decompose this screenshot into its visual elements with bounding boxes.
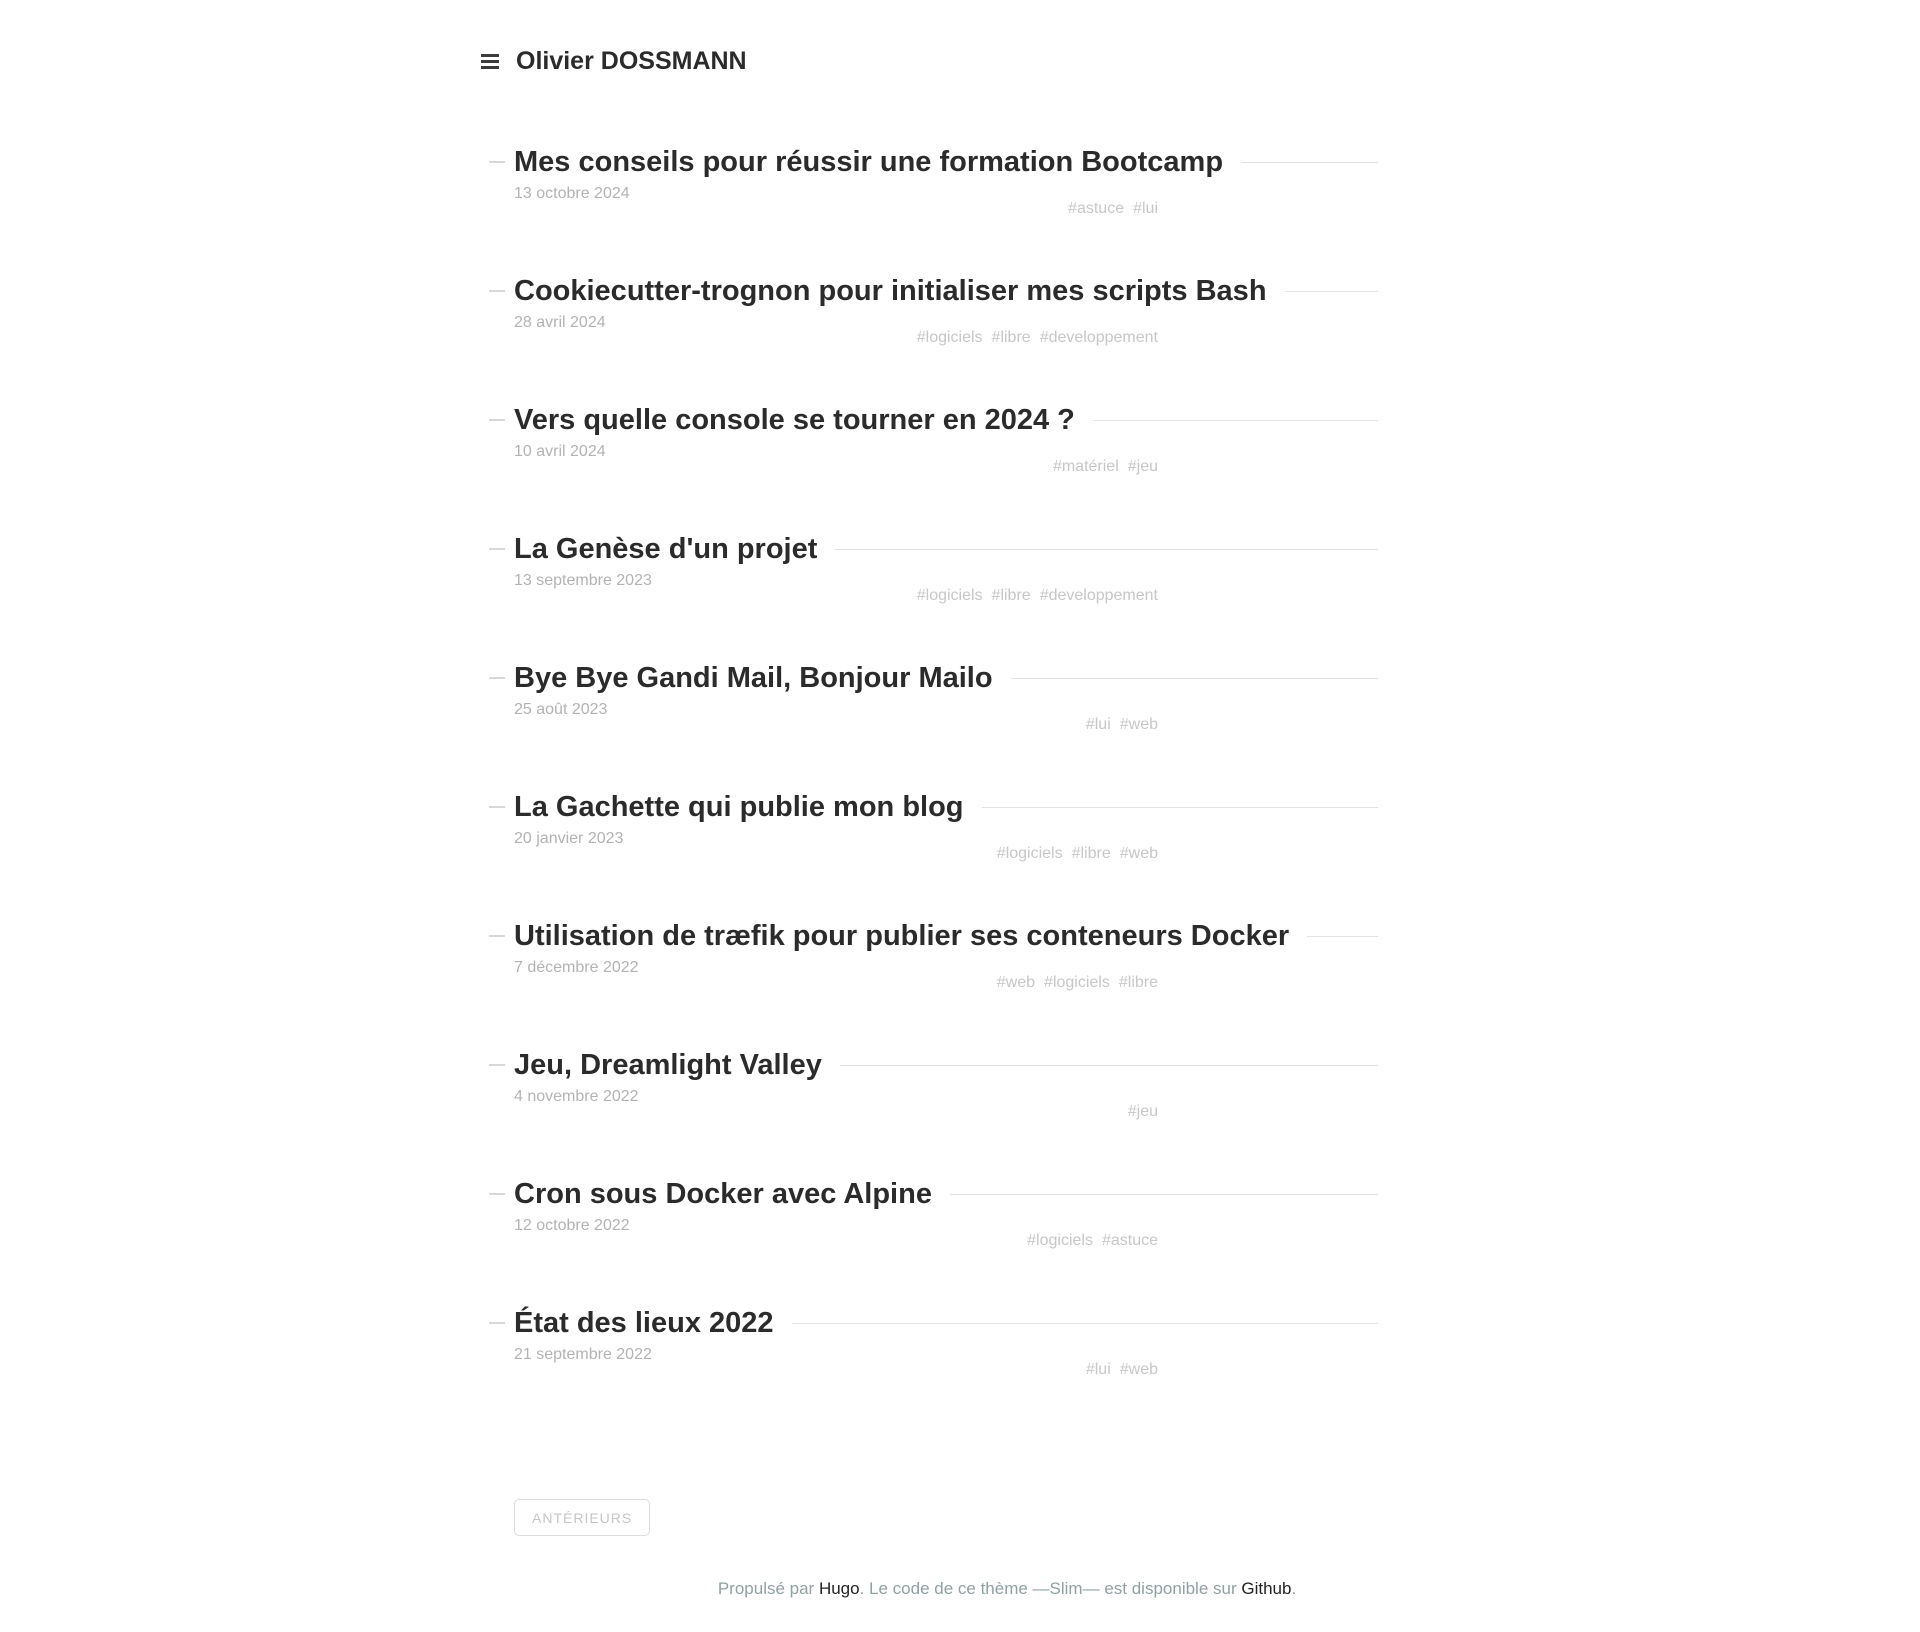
post-date: 20 janvier 2023	[514, 830, 624, 847]
title-rule	[982, 807, 1378, 808]
title-dash-icon	[489, 935, 505, 937]
post-title-row	[514, 1305, 1378, 1341]
tag-link[interactable]: #logiciels	[1027, 1232, 1093, 1249]
tag-link[interactable]: #lui	[1085, 1361, 1111, 1378]
post-title-link[interactable]: La Genèse d'un projet	[514, 533, 818, 565]
post-tags	[514, 200, 1158, 218]
tag-link[interactable]: #web	[1119, 845, 1158, 862]
tag-link[interactable]: #libre	[1071, 845, 1111, 862]
post-item	[514, 273, 1378, 402]
post-title-link[interactable]: Cookiecutter-trognon pour initialiser mes scripts Bash	[514, 275, 1267, 307]
post-tags	[514, 716, 1158, 734]
tag-link[interactable]: #libre	[1118, 974, 1158, 991]
footer-text-prefix: Propulsé par	[717, 1579, 819, 1598]
post-item	[514, 789, 1378, 918]
post-title-link[interactable]: Bye Bye Gandi Mail, Bonjour Mailo	[514, 662, 993, 694]
site-header	[481, 47, 747, 76]
tag-link[interactable]: #astuce	[1101, 1232, 1158, 1249]
post-date: 12 octobre 2022	[514, 1217, 630, 1234]
title-dash-icon	[489, 290, 505, 292]
tag-link[interactable]: #matériel	[1052, 458, 1119, 475]
menu-bar	[481, 66, 499, 69]
post-tags	[514, 1361, 1158, 1379]
post-item	[514, 1176, 1378, 1305]
title-dash-icon	[489, 161, 505, 163]
title-dash-icon	[489, 677, 505, 679]
post-title-row	[514, 789, 1378, 825]
post-tags	[514, 458, 1158, 476]
post-title-link[interactable]: Utilisation de træfik pour publier ses conteneurs Docker	[514, 920, 1290, 952]
title-rule	[1093, 420, 1378, 421]
title-rule	[1011, 678, 1378, 679]
site-title[interactable]: Olivier DOSSMANN	[516, 47, 747, 75]
title-rule	[835, 549, 1378, 550]
title-dash-icon	[489, 1193, 505, 1195]
tag-link[interactable]: #web	[996, 974, 1036, 991]
post-title-link[interactable]: Cron sous Docker avec Alpine	[514, 1178, 932, 1210]
post-tags	[514, 1232, 1158, 1250]
post-title-link[interactable]: Jeu, Dreamlight Valley	[514, 1049, 822, 1081]
older-posts-button[interactable]: ANTÉRIEURS	[514, 1499, 650, 1536]
title-dash-icon	[489, 1322, 505, 1324]
tag-link[interactable]: #lui	[1133, 200, 1158, 217]
footer-text-middle: . Le code de ce thème —Slim— est disponible sur	[859, 1579, 1242, 1598]
title-rule	[792, 1323, 1378, 1324]
post-tags	[514, 1103, 1158, 1121]
title-rule	[840, 1065, 1378, 1066]
hamburger-menu-icon[interactable]	[481, 53, 499, 70]
post-title-row	[514, 273, 1378, 309]
post-title-row	[514, 1047, 1378, 1083]
post-title-link[interactable]: Mes conseils pour réussir une formation Bootcamp	[514, 146, 1224, 178]
title-dash-icon	[489, 419, 505, 421]
title-rule	[1241, 162, 1378, 163]
post-title-link[interactable]: La Gachette qui publie mon blog	[514, 791, 964, 823]
menu-bar	[481, 54, 499, 57]
post-date: 28 avril 2024	[514, 314, 606, 331]
post-date: 13 septembre 2023	[514, 572, 652, 589]
tag-link[interactable]: #logiciels	[916, 329, 983, 346]
post-tags	[514, 587, 1158, 605]
tag-link[interactable]: #astuce	[1068, 200, 1125, 217]
tag-link[interactable]: #web	[1119, 716, 1158, 733]
post-item	[514, 660, 1378, 789]
tag-link[interactable]: #libre	[991, 329, 1031, 346]
post-date: 10 avril 2024	[514, 443, 606, 460]
post-item	[514, 531, 1378, 660]
post-item	[514, 1305, 1378, 1434]
post-tags	[514, 329, 1158, 347]
tag-link[interactable]: #logiciels	[1044, 974, 1110, 991]
post-tags	[514, 974, 1158, 992]
tag-link[interactable]: #libre	[991, 587, 1031, 604]
post-list	[514, 144, 1378, 1434]
post-date: 7 décembre 2022	[514, 959, 639, 976]
menu-bar	[481, 60, 499, 63]
tag-link[interactable]: #web	[1119, 1361, 1158, 1378]
tag-link[interactable]: #jeu	[1127, 458, 1158, 475]
post-date: 25 août 2023	[514, 701, 608, 718]
tag-link[interactable]: #jeu	[1127, 1103, 1158, 1120]
post-title-link[interactable]: Vers quelle console se tourner en 2024 ?	[514, 404, 1075, 436]
post-title-row	[514, 402, 1378, 438]
post-item	[514, 1047, 1378, 1176]
title-rule	[1285, 291, 1378, 292]
post-tags	[514, 845, 1158, 863]
post-date: 21 septembre 2022	[514, 1346, 652, 1363]
post-item	[514, 918, 1378, 1047]
title-rule	[950, 1194, 1378, 1195]
tag-link[interactable]: #logiciels	[996, 845, 1063, 862]
post-date: 13 octobre 2024	[514, 185, 630, 202]
title-dash-icon	[489, 806, 505, 808]
tag-link[interactable]: #developpement	[1039, 329, 1158, 346]
post-date: 4 novembre 2022	[514, 1088, 639, 1105]
tag-link[interactable]: #logiciels	[916, 587, 983, 604]
post-title-link[interactable]: État des lieux 2022	[514, 1307, 774, 1339]
post-title-row	[514, 918, 1378, 954]
hugo-link[interactable]: Hugo	[818, 1579, 860, 1598]
post-title-row	[514, 660, 1378, 696]
post-item	[514, 402, 1378, 531]
title-dash-icon	[489, 1064, 505, 1066]
title-rule	[1307, 936, 1378, 937]
post-title-row	[514, 144, 1378, 180]
site-footer	[514, 1579, 1500, 1599]
post-title-row	[514, 531, 1378, 567]
footer-text-suffix: .	[1291, 1579, 1297, 1598]
post-item	[514, 144, 1378, 273]
tag-link[interactable]: #lui	[1085, 716, 1111, 733]
github-link[interactable]: Github	[1241, 1579, 1292, 1598]
tag-link[interactable]: #developpement	[1039, 587, 1158, 604]
title-dash-icon	[489, 548, 505, 550]
post-title-row	[514, 1176, 1378, 1212]
